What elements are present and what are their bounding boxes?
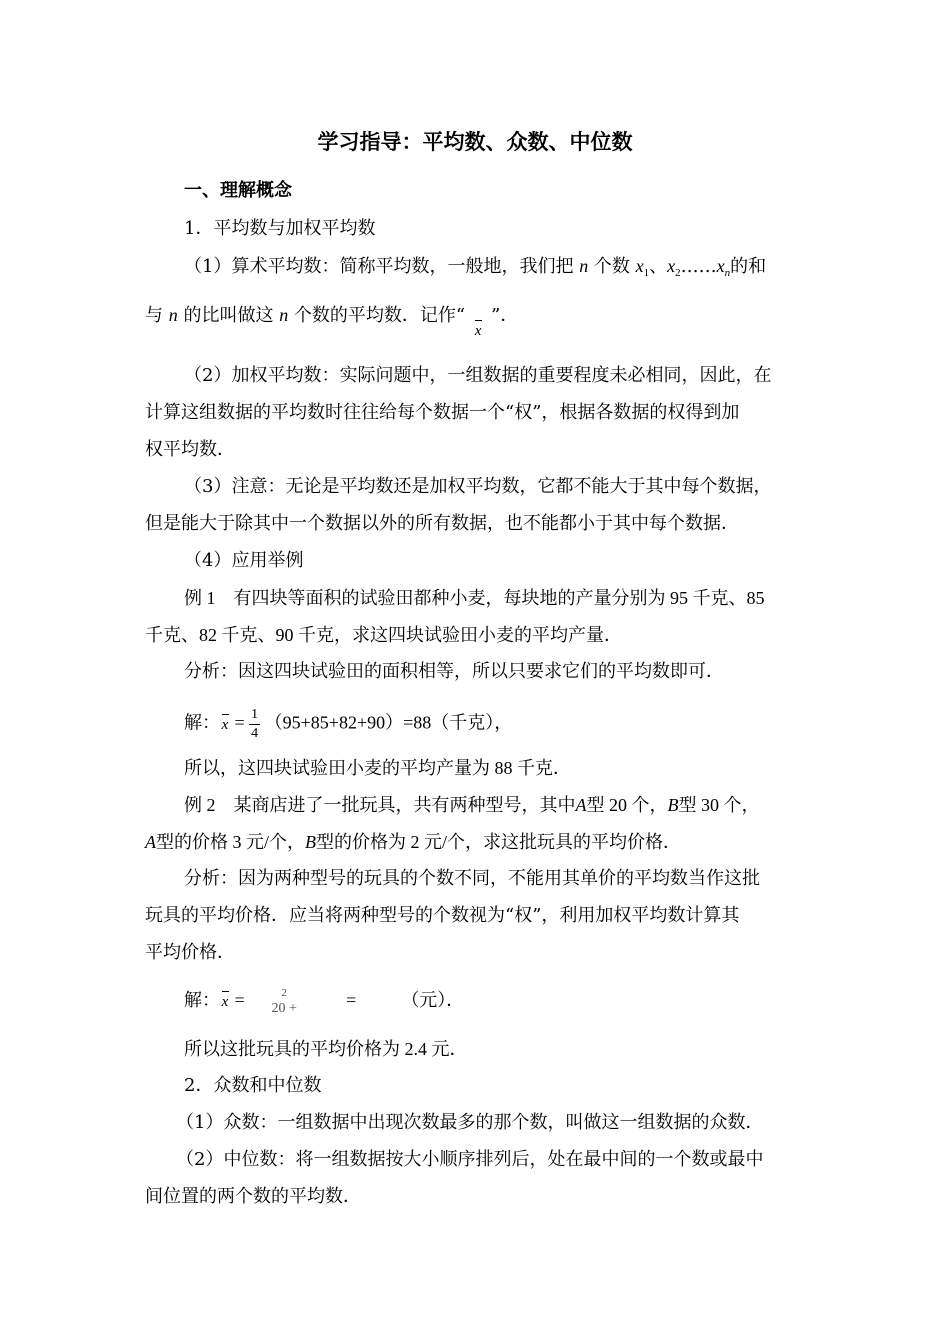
text-span: 例 2 某商店进了一批玩具，共有两种型号，其中 [184,795,576,815]
paragraph-note-line2: 但是能大于除其中一个数据以外的所有数据，也不能都小于其中每个数据． [145,513,739,534]
var-B: B [305,832,317,852]
subscript-1: 1 [643,267,650,279]
var-A: A [575,795,587,815]
example2-analysis-line1: 分析：因为两种型号的玩具的个数不同，不能用其单价的平均数当作这批 [184,868,760,889]
fraction-numerator: 2 [281,987,287,999]
var-A: A [145,832,156,852]
var-B: B [667,795,679,815]
fraction-denominator: 4 [251,726,259,741]
page-title: 学习指导：平均数、众数、中位数 [317,129,633,154]
subsection-heading-mean: 1．平均数与加权平均数 [184,218,376,239]
var-n: n [279,305,289,325]
text-span: ”． [491,305,519,326]
var-x: x [667,256,676,276]
example1-analysis: 分析：因这四块试验田的面积相等，所以只要求它们的平均数即可． [184,661,724,682]
x-bar-symbol: x [220,712,230,738]
example2-solution [184,986,464,1018]
example1-line1: 例 1 有四块等面积的试验田都种小麦，每块地的产量分别为 95 千克、85 [184,588,765,608]
example1-solution [184,706,512,743]
separator: 、 [649,256,668,277]
paragraph-median-line2: 间位置的两个数的平均数． [145,1186,361,1207]
ellipsis: …… [680,256,717,277]
solution-label: 解： [184,990,220,1011]
example2-line1 [184,792,760,818]
var-n: n [168,305,178,325]
var-n: n [579,256,589,276]
paragraph-weighted-mean-line1: （2）加权平均数：实际问题中，一组数据的重要程度未必相同，因此，在 [184,365,772,386]
text-span: 型 30 个， [678,795,760,815]
paragraph-examples-heading: （4）应用举例 [184,550,304,571]
text-span: 型 20 个， [586,795,668,815]
weighted-fraction [249,986,319,1018]
text-span: 个数 [593,256,630,277]
example1-conclusion: 所以，这四块试验田小麦的平均产量为 88 千克． [184,758,571,778]
var-x: x [716,256,725,276]
equals-sign: = [234,990,245,1011]
example1-line2: 千克、82 千克、90 千克，求这四块试验田小麦的平均产量． [145,625,622,645]
text-span: 与 [145,305,163,326]
subscript-n: n [724,267,731,279]
subsection-heading-mode-median: 2．众数和中位数 [184,1075,322,1096]
section-heading-concepts: 一、理解概念 [184,180,292,201]
example2-conclusion: 所以这批玩具的平均价格为 2.4 元． [184,1039,468,1059]
example2-line2 [145,829,681,855]
fraction-one-quarter [249,706,260,743]
text-span: 的比叫做这 [183,305,274,326]
paragraph-note-line1: （3）注意：无论是平均数还是加权平均数，它都不能大于其中每个数据， [184,476,772,497]
subscript-2: 2 [675,267,681,279]
paragraph-weighted-mean-line2: 计算这组数据的平均数时往往给每个数据一个“权”，根据各数据的权得到加 [145,402,740,423]
equals-sign: = [234,712,245,733]
text-span: 个数的平均数．记作“ [293,305,466,326]
x-bar-symbol: x [220,989,230,1015]
var-x: x [635,256,644,276]
example2-analysis-line2: 玩具的平均价格．应当将两种型号的个数视为“权”，利用加权平均数计算其 [145,905,740,926]
example2-analysis-line3: 平均价格． [145,942,235,963]
paragraph-weighted-mean-line3: 权平均数． [145,439,235,460]
solution-expression: （95+85+82+90）=88（千克）， [264,712,513,733]
paragraph-mode: （1）众数：一组数据中出现次数最多的那个数，叫做这一组数据的众数． [176,1112,764,1133]
text-span: 的和 [730,256,767,277]
text-span: （1）算术平均数：简称平均数，一般地，我们把 [184,256,574,277]
unit-yuan: （元）． [401,990,465,1011]
solution-label: 解： [184,712,220,733]
x-bar-symbol: x [473,318,483,344]
text-span: 型的价格为 2 元/个，求这批玩具的平均价格． [316,832,682,852]
fraction-denominator: 20 + [271,1001,297,1016]
text-span: 型的价格 3 元/个， [156,832,306,852]
equals-sign: = [346,990,357,1011]
paragraph-arithmetic-mean-line1 [184,253,766,286]
paragraph-median-line1: （2）中位数：将一组数据按大小顺序排列后，处在最中间的一个数或最中 [176,1149,764,1170]
paragraph-arithmetic-mean-line2 [145,302,518,344]
fraction-numerator: 1 [249,706,260,725]
